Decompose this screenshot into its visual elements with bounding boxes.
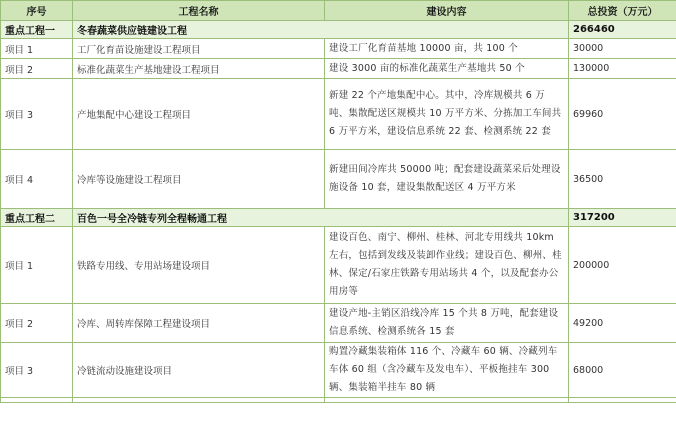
row-investment: 130000	[569, 59, 676, 79]
row-investment: 49200	[569, 304, 676, 343]
group-investment: 266460	[569, 21, 676, 39]
row-investment: 36500	[569, 150, 676, 209]
row-seq: 项目 1	[1, 227, 73, 304]
row-name: 工厂化育苗设施建设工程项目	[73, 39, 325, 59]
row-investment: 200000	[569, 227, 676, 304]
group-row-1	[1, 21, 676, 39]
row-content: 新建田间冷库共 50000 吨；配套建设蔬菜采后处理设施设备 10 套，建设集散配送区 4 万平方米	[325, 150, 569, 209]
table-row	[1, 39, 676, 59]
row-name: 冷库等设施建设工程项目	[73, 150, 325, 209]
header-content: 建设内容	[325, 1, 569, 21]
row-investment: 30000	[569, 39, 676, 59]
table-row	[1, 79, 676, 150]
row-content: 建设工厂化育苗基地 10000 亩，共 100 个	[325, 39, 569, 59]
group-row-2	[1, 209, 676, 227]
table-row	[1, 59, 676, 79]
header-name: 工程名称	[73, 1, 325, 21]
row-seq: 项目 4	[1, 150, 73, 209]
table-row	[1, 150, 676, 209]
group-label: 重点工程一	[1, 21, 73, 39]
row-seq: 项目 2	[1, 59, 73, 79]
table-row	[1, 304, 676, 343]
row-investment: 68000	[569, 343, 676, 398]
header-seq: 序号	[1, 1, 73, 21]
table-row-partial	[1, 398, 676, 403]
table-row	[1, 343, 676, 398]
row-content: 购置冷藏集装箱体 116 个、冷藏车 60 辆、冷藏列车车体 60 组（含冷藏车及发电车）、平板拖挂车 300 辆、集装箱半挂车 80 辆	[325, 343, 569, 398]
group-name: 百色一号全冷链专列全程畅通工程	[73, 209, 569, 227]
row-investment: 69960	[569, 79, 676, 150]
row-name: 产地集配中心建设工程项目	[73, 79, 325, 150]
table-row	[1, 227, 676, 304]
row-name: 冷库、周转库保障工程建设项目	[73, 304, 325, 343]
row-seq: 项目 3	[1, 343, 73, 398]
row-seq: 项目 3	[1, 79, 73, 150]
header-row	[1, 1, 676, 21]
row-content: 建设 3000 亩的标准化蔬菜生产基地共 50 个	[325, 59, 569, 79]
row-content: 新建 22 个产地集配中心。其中，冷库规模共 6 万吨、集散配送区规模共 10 万平方米、分拣加工车间共 6 万平方米，建设信息系统 22 套、检测系统 22 套	[325, 79, 569, 150]
row-name: 铁路专用线、专用站场建设项目	[73, 227, 325, 304]
row-content: 建设产地-主销区沿线冷库 15 个共 8 万吨，配套建设信息系统、检测系统各 15 套	[325, 304, 569, 343]
row-name: 冷链流动设施建设项目	[73, 343, 325, 398]
row-name: 标准化蔬菜生产基地建设工程项目	[73, 59, 325, 79]
group-label: 重点工程二	[1, 209, 73, 227]
header-investment: 总投资（万元）	[569, 1, 676, 21]
group-name: 冬春蔬菜供应链建设工程	[73, 21, 569, 39]
row-seq: 项目 2	[1, 304, 73, 343]
group-investment: 317200	[569, 209, 676, 227]
row-seq: 项目 1	[1, 39, 73, 59]
row-content: 建设百色、南宁、柳州、桂林、河北专用线共 10km 左右，包括到发线及装卸作业线；建设百色、柳州、桂林、保定/石家庄铁路专用站场共 4 个，以及配套办公用房等	[325, 227, 569, 304]
